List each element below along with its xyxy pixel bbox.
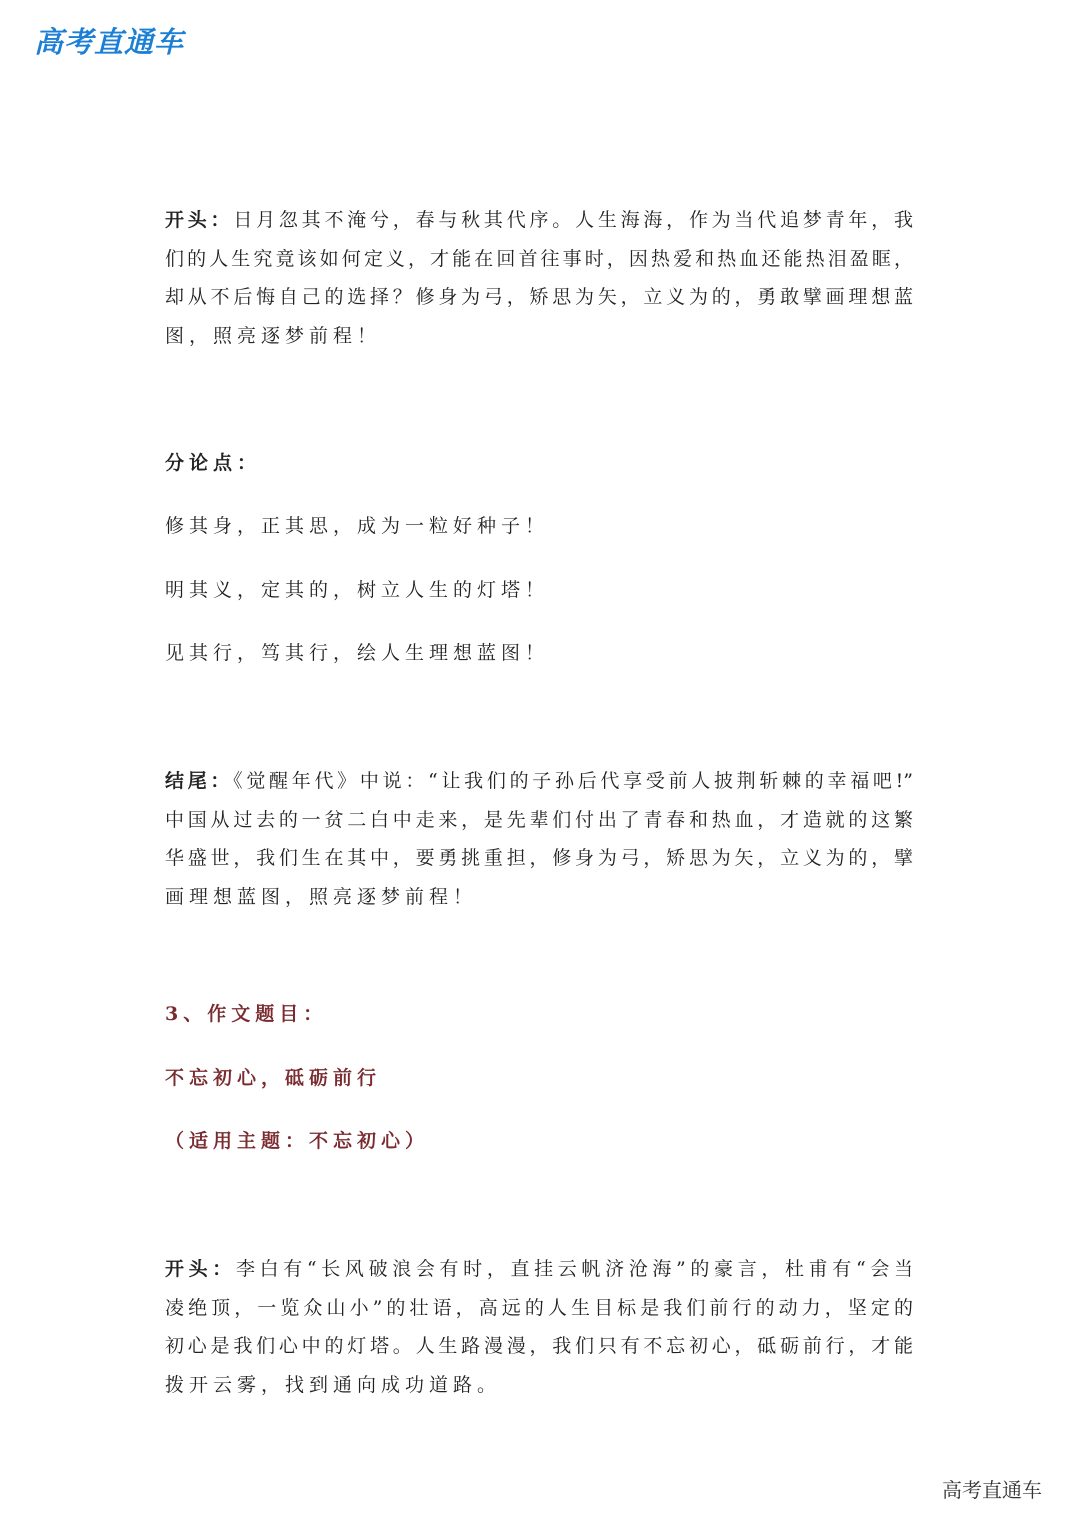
subpoints-section	[165, 444, 913, 483]
ending-label: 结尾：	[165, 770, 234, 792]
footer-watermark: 高考直通车	[942, 1478, 1042, 1502]
intro-paragraph-2: 开头：李白有“长风破浪会有时，直挂云帆济沧海”的豪言，杜甫有“会当 凌绝顶，一览众山小”的壮语，高远的人生目标是我们前行的动力，坚定的 初心是我们心中的灯塔。人生路漫漫，我们只有不忘初心，砥砺前行，才能 拨开云雾，找到通向成功道路。	[165, 1258, 913, 1396]
topic-heading: 3、作文题目：	[165, 1003, 328, 1025]
intro-label: 开头：	[165, 1258, 236, 1280]
ending-paragraph: 结尾：《觉醒年代》中说：“让我们的子孙后代享受前人披荆斩棘的幸福吧!” 中国从过去的一贫二白中走来，是先辈们付出了青春和热血，才造就的这繁 华盛世，我们生在其中，要勇挑重担，修身为弓，矫思为矢，立义为的，擘 画理想蓝图，照亮逐梦前程！	[165, 770, 913, 908]
subpoint-item: 明其义，定其的，树立人生的灯塔！	[165, 579, 550, 601]
brand-logo: 高考直通车	[34, 25, 185, 59]
subpoint-item: 修其身，正其思，成为一粒好种子！	[165, 515, 550, 537]
subpoint-item: 见其行，笃其行，绘人生理想蓝图！	[165, 642, 550, 664]
subpoints-label: 分论点：	[165, 452, 262, 474]
topic-title: 不忘初心，砥砺前行	[165, 1067, 382, 1089]
intro-paragraph-1: 开头：日月忽其不淹兮，春与秋其代序。人生海海，作为当代追梦青年，我 们的人生究竟该如何定义，才能在回首往事时，因热爱和热血还能热泪盈眶， 却从不后悔自己的选择？修身为弓，矫思为矢，立义为的，勇敢擘画理想蓝 图，照亮逐梦前程！	[165, 209, 913, 347]
intro-label: 开头：	[165, 209, 234, 231]
topic-theme: （适用主题：不忘初心）	[165, 1130, 430, 1152]
